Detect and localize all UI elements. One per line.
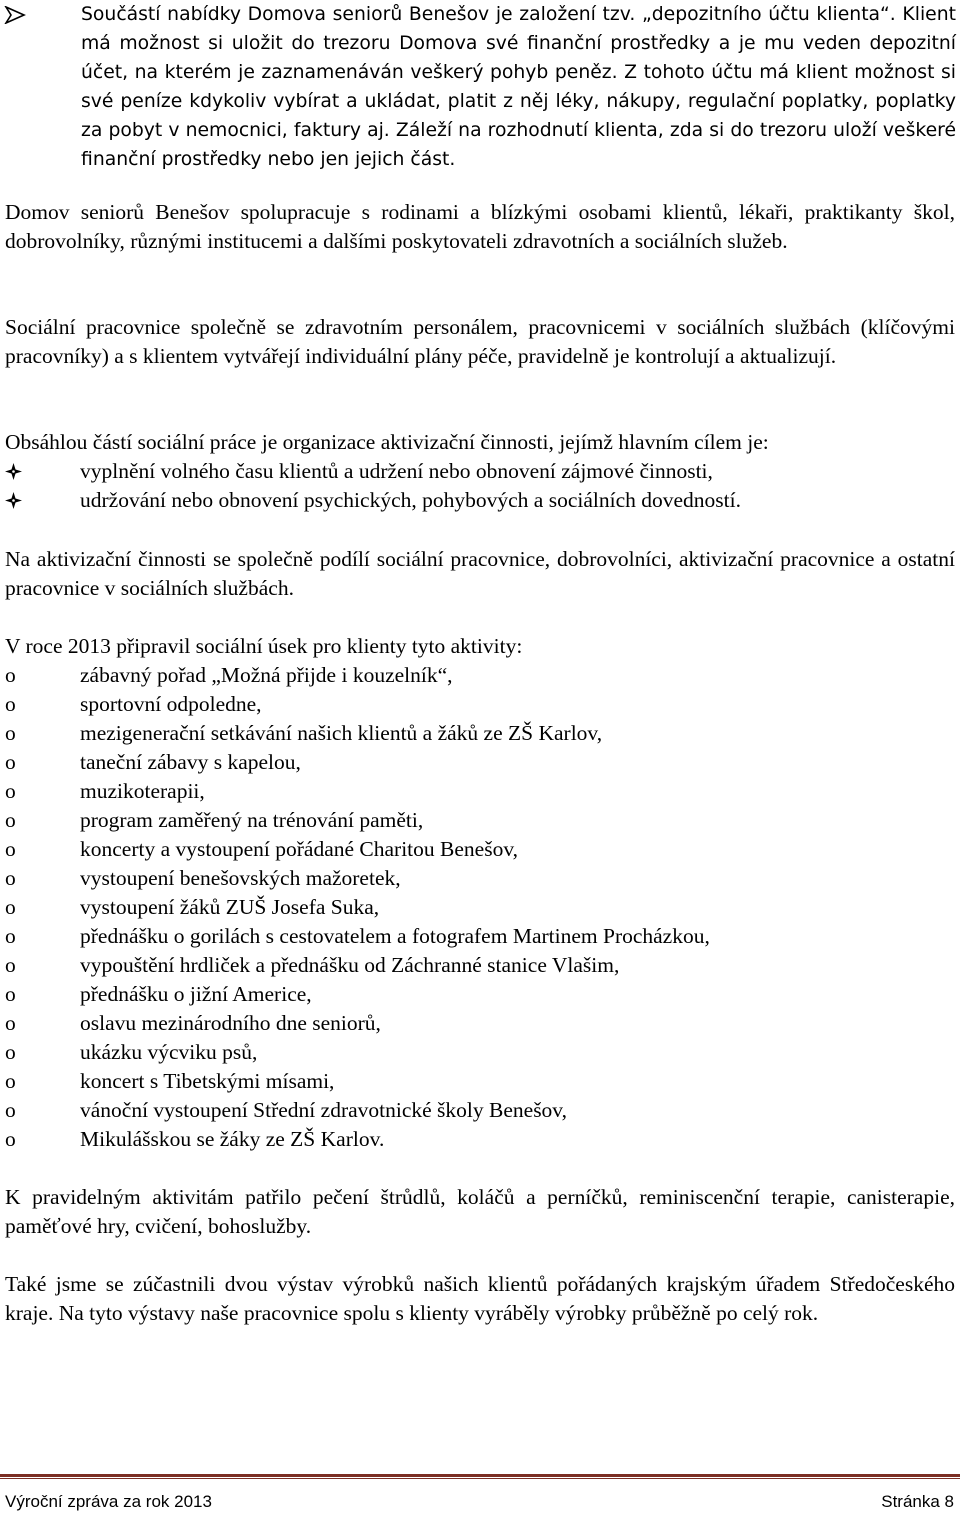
circle-bullet: o [5,953,16,977]
circle-bullet: o [5,895,16,919]
goals-list [5,457,955,515]
activity-text: taneční zábavy s kapelou, [80,750,301,774]
activity-text: program zaměřený na trénování paměti, [80,808,424,832]
activities-list [5,661,955,1154]
circle-bullet: o [5,982,16,1006]
list-item [5,719,955,748]
depository-account-part2: Z tohoto účtu má klient možnost si své peníze kdykoliv vybírat a ukládat, platit z něj léky, nákupy, regulační poplatky, poplatky za pobyt v nemocnici, faktury aj. Záleží na rozhodnutí klienta, zda si do trezoru uloží veškeré finanční prostředky nebo jen jejich část. [81,62,956,170]
circle-bullet: o [5,1127,16,1151]
cooperation-paragraph: Domov seniorů Benešov spolupracuje s rodinami a blízkými osobami klientů, lékaři, praktikanty škol, dobrovolníky, různými institucemi a dalšími poskytovateli zdravotních a sociálních služeb. [5,200,955,253]
activation-staff-paragraph: Na aktivizační činnosti se společně podílí sociální pracovnice, dobrovolníci, aktivizační pracovnice a ostatní pracovnice v sociálních službách. [5,547,955,600]
list-item [5,893,955,922]
list-item [5,980,955,1009]
depository-account-part1: Součástí nabídky Domova seniorů Benešov je založení tzv. „depozitního účtu klienta“. Klient má možnost si uložit do trezoru Domova své finanční prostředky a je mu veden depozitní účet, na kterém je zaznamenáván veškerý pohyb peněz. [81,4,956,83]
list-item [5,661,955,690]
activity-text: mezigenerační setkávání našich klientů a žáků ze ZŠ Karlov, [80,721,603,745]
list-item [5,864,955,893]
list-item [5,690,955,719]
activity-text: zábavný pořad „Možná přijde i kouzelník“, [80,663,453,687]
footer-rule-thin [0,1478,960,1479]
circle-bullet: o [5,1098,16,1122]
circle-bullet: o [5,866,16,890]
circle-bullet: o [5,1011,16,1035]
goal-text: vyplnění volného času klientů a udržení nebo obnovení zájmové činnosti, [80,459,713,483]
circle-bullet: o [5,1040,16,1064]
activity-text: sportovní odpoledne, [80,692,262,716]
list-item [5,486,955,515]
circle-bullet: o [5,721,16,745]
list-item [5,748,955,777]
activity-text: ukázku výcviku psů, [80,1040,258,1064]
footer-rule-thick [0,1474,960,1477]
activity-text: přednášku o jižní Americe, [80,982,312,1006]
activity-text: oslavu mezinárodního dne seniorů, [80,1011,381,1035]
activity-text: koncerty a vystoupení pořádané Charitou Benešov, [80,837,519,861]
activity-text: muzikoterapii, [80,779,205,803]
diamond-bullet-icon [5,463,22,480]
footer-report-title: Výroční zpráva za rok 2013 [5,1492,212,1511]
list-item [5,1067,955,1096]
list-item [5,1009,955,1038]
circle-bullet: o [5,750,16,774]
activity-text: vystoupení benešovských mažoretek, [80,866,401,890]
depository-account-text [81,0,956,174]
exhibitions-paragraph: Také jsme se zúčastnili dvou výstav výrobků našich klientů pořádaných krajským úřadem Středočeského kraje. Na tyto výstavy naše pracovnice spolu s klienty vyráběly výrobky průběžně po celý rok. [5,1272,955,1325]
circle-bullet: o [5,1069,16,1093]
activity-text: přednášku o gorilách s cestovatelem a fotografem Martinem Procházkou, [80,924,710,948]
diamond-bullet-icon [5,492,22,509]
goal-text: udržování nebo obnovení psychických, pohybových a sociálních dovedností. [80,488,741,512]
list-item [5,922,955,951]
activity-text: vystoupení žáků ZUŠ Josefa Suka, [80,895,380,919]
footer-page-number: Stránka 8 [881,1492,954,1511]
circle-bullet: o [5,924,16,948]
arrowhead-bullet-icon [4,6,26,24]
circle-bullet: o [5,808,16,832]
activity-text: vypouštění hrdliček a přednášku od Záchranné stanice Vlašim, [80,953,620,977]
activity-text: koncert s Tibetskými mísami, [80,1069,335,1093]
list-item [5,806,955,835]
activity-text: Mikulášskou se žáky ze ZŠ Karlov. [80,1127,385,1151]
circle-bullet: o [5,779,16,803]
list-item [5,777,955,806]
list-item [5,1125,955,1154]
regular-activities-paragraph: K pravidelným aktivitám patřilo pečení štrůdlů, koláčů a perníčků, reminiscenční terapie, canisterapie, paměťové hry, cvičení, bohoslužby. [5,1185,955,1238]
individual-plans-paragraph: Sociální pracovnice společně se zdravotním personálem, pracovnicemi v sociálních službách (klíčovými pracovníky) a s klientem vytvářejí individuální plány péče, pravidelně je kontrolují a aktualizují. [5,315,955,368]
list-item [5,835,955,864]
page-footer [0,1490,960,1514]
activities-intro-paragraph: V roce 2013 připravil sociální úsek pro klienty tyto aktivity: [5,634,523,658]
list-item [5,1096,955,1125]
list-item [5,457,955,486]
list-item [5,1038,955,1067]
activation-intro-paragraph: Obsáhlou částí sociální práce je organizace aktivizační činnosti, jejímž hlavním cílem je: [5,430,769,454]
circle-bullet: o [5,837,16,861]
circle-bullet: o [5,692,16,716]
circle-bullet: o [5,663,16,687]
activity-text: vánoční vystoupení Střední zdravotnické školy Benešov, [80,1098,568,1122]
list-item [5,951,955,980]
depository-account-item [4,0,956,174]
